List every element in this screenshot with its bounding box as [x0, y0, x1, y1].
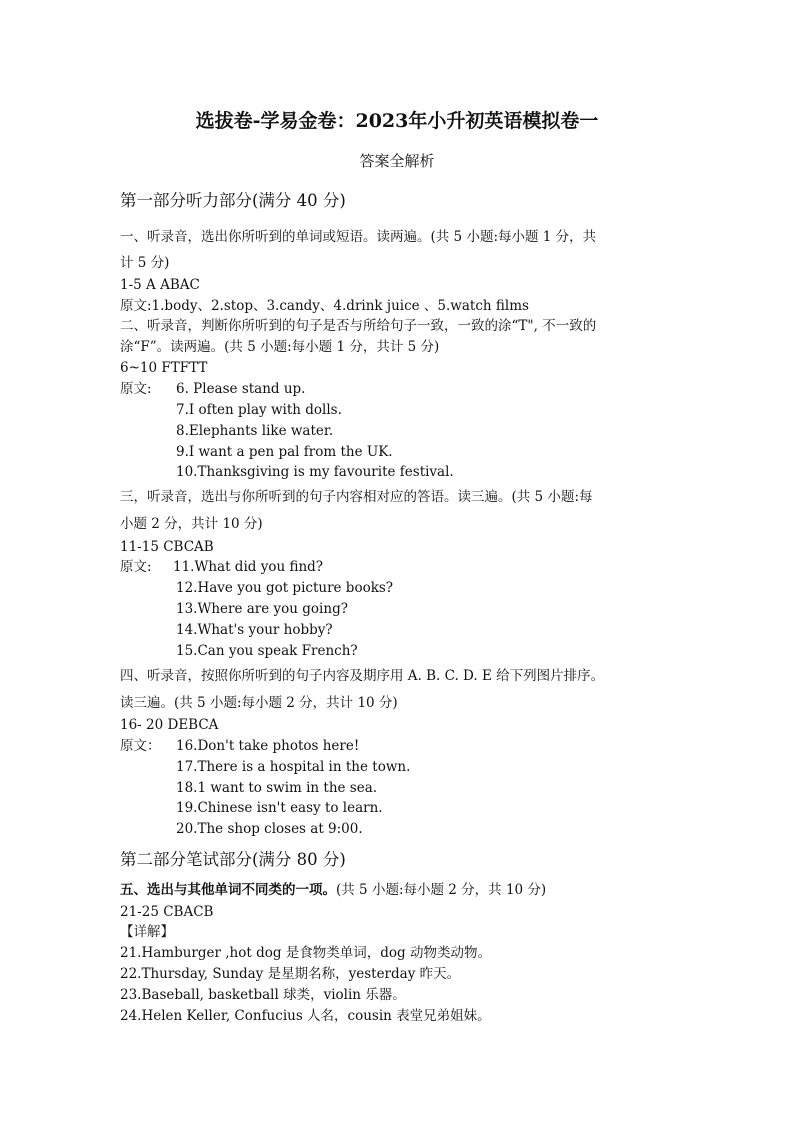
- q2-transcript-line: 9.I want a pen pal from the UK.: [176, 444, 393, 460]
- q5-detail-line: 21.Hamburger ,hot dog 是食物类单词，dog 动物类动物。: [120, 945, 491, 961]
- q4-instruction-line2: 读三遍。(共 5 小题:每小题 2 分，共计 10 分): [120, 695, 398, 711]
- q5-instruction: [120, 884, 546, 898]
- q4-transcript-line: 16.Don't take photos here!: [176, 738, 360, 754]
- q1-instruction-line1: 一、听录音，选出你所听到的单词或短语。读两遍。(共 5 小题:每小题 1 分，共: [120, 229, 597, 245]
- q3-transcript-line: 11.What did you find?: [173, 559, 324, 575]
- document-subtitle: 答案全解析: [359, 152, 435, 170]
- q1-instruction-line2: 计 5 分): [120, 255, 170, 271]
- q2-instruction-line2: 涂“F”。读两遍。(共 5 小题:每小题 1 分，共计 5 分): [120, 339, 440, 355]
- q5-instruction-bold: 五、选出与其他单词不同类的一项。: [120, 882, 336, 898]
- q2-transcript-line: 7.I often play with dolls.: [176, 402, 342, 418]
- q5-detail-line: 23.Baseball, basketball 球类，violin 乐器。: [120, 987, 406, 1003]
- q2-transcript-line: 6. Please stand up.: [176, 381, 306, 397]
- q3-instruction-line2: 小题 2 分，共计 10 分): [120, 516, 263, 532]
- q4-transcript-label: 原文：: [120, 738, 161, 754]
- q5-detail-line: 22.Thursday, Sunday 是星期名称，yesterday 昨天。: [120, 966, 461, 982]
- q2-instruction-line1: 二、听录音，判断你所听到的句子是否与所给句子一致，一致的涂“T", 不一致的: [120, 318, 597, 334]
- q5-answer: 21-25 CBACB: [120, 904, 214, 920]
- q2-transcript-line: 8.Elephants like water.: [176, 423, 334, 439]
- q4-transcript-line: 17.There is a hospital in the town.: [176, 759, 411, 775]
- q3-answer: 11-15 CBCAB: [120, 539, 214, 555]
- q3-transcript-line: 14.What's your hobby?: [176, 622, 333, 638]
- q4-transcript-line: 18.1 want to swim in the sea.: [176, 780, 378, 796]
- q2-transcript-line: 10.Thanksgiving is my favourite festival.: [176, 464, 454, 480]
- q1-answer: 1-5 A ABAC: [120, 277, 200, 293]
- q3-transcript-line: 12.Have you got picture books?: [176, 580, 394, 596]
- q5-detail-line: 24.Helen Keller, Confucius 人名，cousin 表堂兄弟姐妹。: [120, 1008, 491, 1024]
- q4-instruction-line1: 四、听录音，按照你所听到的句子内容及期序用 A. B. C. D. E 给下列图片排序。: [120, 668, 605, 684]
- q4-transcript-line: 19.Chinese isn't easy to learn.: [176, 800, 383, 816]
- q4-answer: 16- 20 DEBCA: [120, 717, 219, 733]
- q5-detail-label: 【详解】: [120, 924, 174, 940]
- q1-transcript: 原文:1.body、2.stop、3.candy、4.drink juice 、5.watch films: [120, 298, 529, 314]
- q3-transcript-line: 13.Where are you going?: [176, 601, 348, 617]
- q2-answer: 6~10 FTFTT: [120, 360, 208, 376]
- part1-heading: 第一部分听力部分(满分 40 分): [120, 191, 346, 210]
- part2-heading: 第二部分笔试部分(满分 80 分): [120, 850, 346, 869]
- q3-instruction-line1: 三，听录音，选出与你所听到的句子内容相对应的答语。读三遍。(共 5 小题:每: [120, 489, 593, 505]
- q5-instruction-rest: (共 5 小题:每小题 2 分，共 10 分): [336, 882, 547, 898]
- q3-transcript-label: 原文:: [120, 559, 152, 575]
- document-title: 选拔卷-学易金卷：2023年小升初英语模拟卷一: [195, 110, 599, 132]
- q2-transcript-label: 原文:: [120, 381, 152, 397]
- q4-transcript-line: 20.The shop closes at 9:00.: [176, 821, 363, 837]
- q3-transcript-line: 15.Can you speak French?: [176, 643, 358, 659]
